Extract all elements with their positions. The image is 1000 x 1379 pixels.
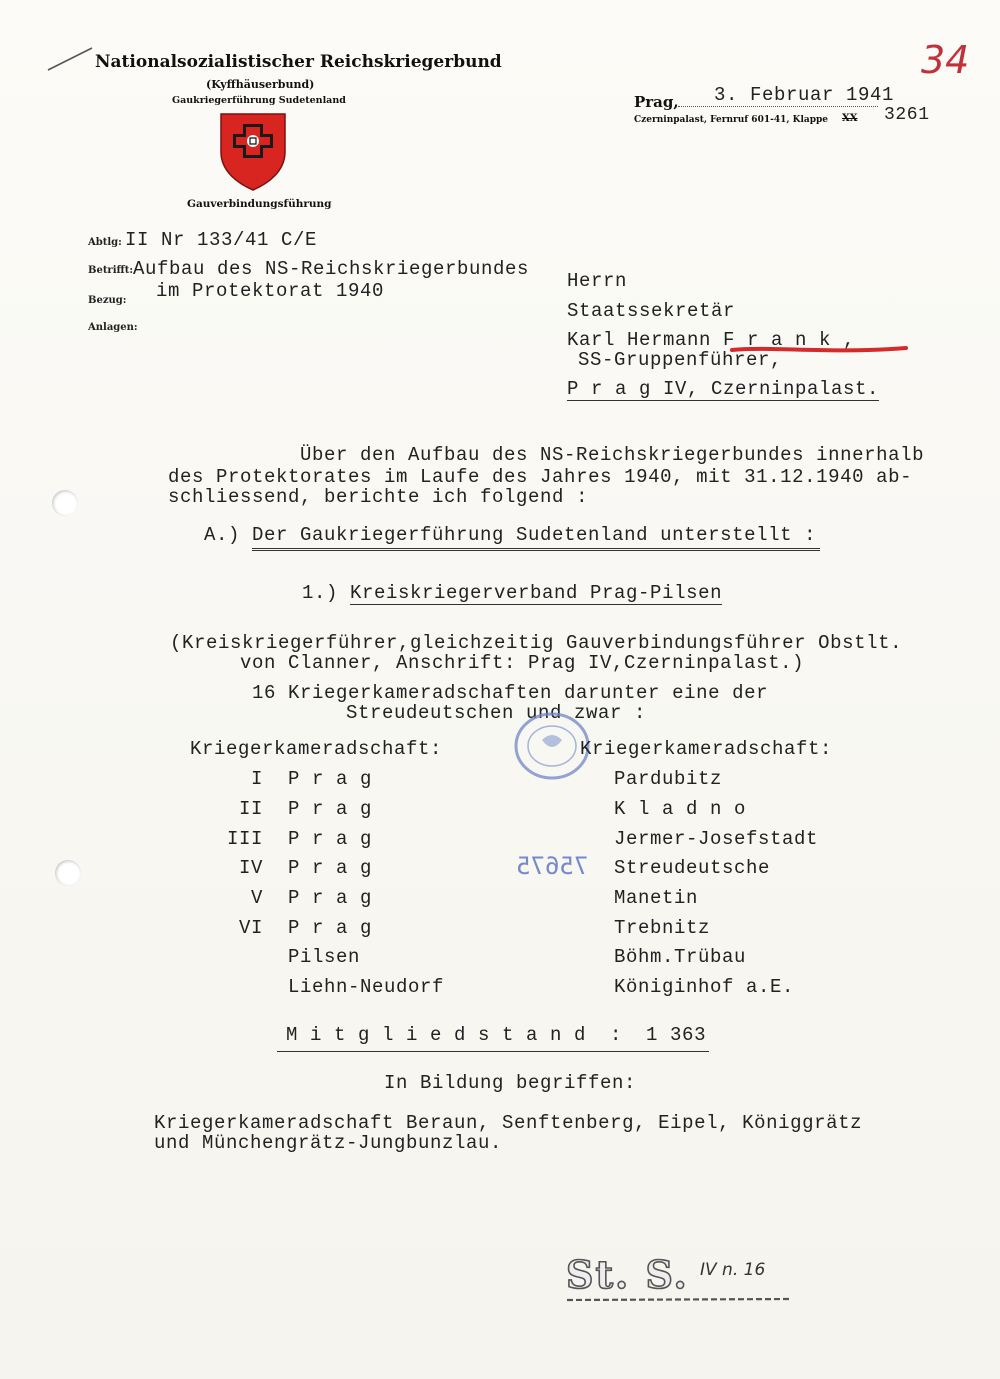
secretary-stamp: St. S. — [566, 1252, 689, 1297]
forming-line-1: Kriegerkameradschaft Beraun, Senftenberg, Eipel, Königgrätz — [154, 1112, 863, 1134]
signature-underline — [565, 1294, 795, 1306]
left-name: P r a g — [288, 917, 373, 939]
pencil-mark — [46, 44, 96, 74]
intro-line-1: Über den Aufbau des NS-Reichskriegerbundes innerhalb — [300, 444, 925, 466]
paren-line-2: von Clanner, Anschrift: Prag IV,Czerninpalast.) — [240, 652, 805, 674]
membership-rule — [277, 1051, 709, 1052]
membership-total: M i t g l i e d s t a n d : 1 363 — [286, 1024, 707, 1046]
intro-line-3: schliessend, berichte ich folgend : — [168, 486, 589, 508]
forming-heading: In Bildung begriffen: — [384, 1072, 637, 1094]
label-betrifft: Betrifft: — [88, 265, 134, 276]
right-name: K l a d n o — [614, 798, 747, 820]
left-numeral: I — [250, 768, 263, 790]
left-numeral: III — [226, 828, 263, 850]
label-abtlg: Abtlg: — [88, 237, 122, 248]
division-name: Gaukriegerführung Sudetenland — [172, 95, 346, 106]
recipient-salutation: Herrn — [567, 270, 628, 292]
list-row-3 — [0, 828, 1000, 858]
section-a-heading: A.) Der Gaukriegerführung Sudetenland unterstellt : — [204, 524, 817, 546]
forming-line-2: und Münchengrätz-Jungbunzlau. — [154, 1132, 503, 1154]
left-name: P r a g — [288, 798, 373, 820]
list-row-6 — [0, 917, 1000, 947]
column-header-left: Kriegerkameradschaft: — [190, 738, 443, 760]
count-line-2: Streudeutschen und zwar : — [346, 702, 647, 724]
office-name: Gauverbindungsführung — [187, 198, 332, 210]
subject-line-1: Aufbau des NS-Reichskriegerbundes — [133, 258, 530, 280]
folio-number: 34 — [921, 38, 970, 82]
org-subname: (Kyffhäuserbund) — [206, 78, 315, 91]
right-name: Streudeutsche — [614, 857, 771, 879]
subsection-number: 1.) — [302, 582, 351, 604]
recipient-surname: F r a n k , — [723, 329, 856, 351]
subsection-title: Kreiskriegerverband Prag-Pilsen — [350, 582, 723, 604]
right-name: Königinhof a.E. — [614, 976, 795, 998]
list-row-7 — [0, 946, 1000, 976]
left-name: P r a g — [288, 887, 373, 909]
date-dotted-line — [678, 106, 878, 107]
left-name: P r a g — [288, 768, 373, 790]
left-numeral: V — [250, 887, 263, 909]
list-row-5 — [0, 887, 1000, 917]
paren-line-1: (Kreiskriegerführer,gleichzeitig Gauverbindungsführer Obstlt. — [170, 632, 903, 654]
list-row-1 — [0, 768, 1000, 798]
list-row-4 — [0, 857, 1000, 887]
section-a-double-rule — [252, 548, 820, 551]
left-name: Liehn-Neudorf — [288, 976, 445, 998]
recipient-rank: SS-Gruppenführer, — [578, 349, 783, 371]
left-numeral: II — [238, 798, 263, 820]
subject-line-2: im Protektorat 1940 — [156, 280, 385, 302]
right-name: Trebnitz — [614, 917, 711, 939]
right-name: Pardubitz — [614, 768, 723, 790]
punch-hole-top — [52, 490, 78, 516]
list-row-2 — [0, 798, 1000, 828]
recipient-address: P r a g IV, Czerninpalast. — [567, 378, 880, 400]
letter-date: 3. Februar 1941 — [714, 84, 895, 106]
office-address: Czerninpalast, Fernruf 601-41, Klappe — [634, 115, 829, 125]
file-number: 3261 — [884, 105, 930, 125]
recipient-title: Staatssekretär — [567, 300, 736, 322]
list-row-8 — [0, 976, 1000, 1006]
right-name: Jermer-Josefstadt — [614, 828, 819, 850]
place-city: Prag, — [634, 93, 679, 111]
left-name: Pilsen — [288, 946, 361, 968]
left-name: P r a g — [288, 828, 373, 850]
handwritten-note: IV n. 16 — [700, 1260, 766, 1280]
column-header-right: Kriegerkameradschaft: — [580, 738, 833, 760]
org-name: Nationalsozialistischer Reichskriegerbund — [95, 52, 502, 72]
label-bezug: Bezug: — [88, 295, 127, 306]
intro-line-2: des Protektorates im Laufe des Jahres 1940, mit 31.12.1940 ab- — [168, 466, 913, 488]
left-numeral: IV — [238, 857, 263, 879]
left-numeral: VI — [238, 917, 263, 939]
right-name: Manetin — [614, 887, 699, 909]
left-name: P r a g — [288, 857, 373, 879]
label-anlagen: Anlagen: — [88, 322, 138, 333]
shield-emblem-icon — [219, 112, 287, 192]
reference-number: II Nr 133/41 C/E — [125, 229, 318, 251]
right-name: Böhm.Trübau — [614, 946, 747, 968]
klappe-number: XX — [842, 113, 858, 124]
number-stamp: 75675 — [516, 852, 589, 880]
count-line-1: 16 Kriegerkameradschaften darunter eine der — [252, 682, 769, 704]
recipient-first-names: Karl Hermann — [567, 329, 724, 351]
subsection-heading — [302, 582, 722, 604]
